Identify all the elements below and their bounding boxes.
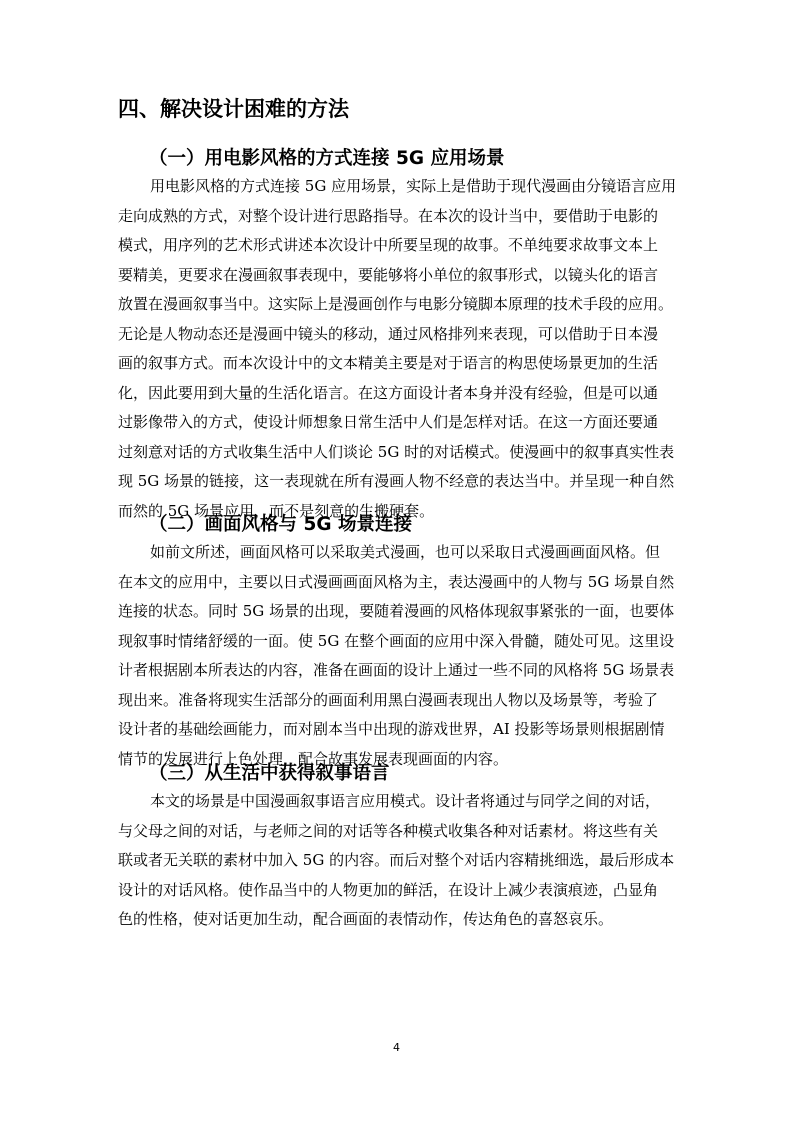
paragraph-line: 在本文的应用中，主要以日式漫画画面风格为主，表达漫画中的人物与 5G 场景自然 (118, 572, 675, 591)
subsection-paragraph-1 (118, 172, 686, 526)
paragraph-line: 过影像带入的方式，使设计师想象日常生活中人们是怎样对话。在这一方面还要通 (118, 413, 659, 431)
subsection-heading-2: （二）画面风格与 5G 场景连接 (149, 514, 412, 535)
paragraph-line: 现 5G 场景的链接，这一表现就在所有漫画人物不经意的表达当中。并呈现一种自然 (118, 472, 675, 490)
paragraph-line: 化，因此要用到大量的生活化语言。在这方面设计者本身并没有经验，但是可以通 (118, 383, 659, 402)
paragraph-line: 画的叙事方式。而本次设计中的文本精美主要是对于语言的构思使场景更加的生活 (118, 354, 659, 372)
paragraph-line: 设计的对话风格。使作品当中的人物更加的鲜活，在设计上减少表演痕迹，凸显角 (118, 880, 659, 899)
paragraph-line: 色的性格，使对话更加生动，配合画面的表情动作，传达角色的喜怒哀乐。 (118, 910, 614, 928)
paragraph-line: 如前文所述，画面风格可以采取美式漫画，也可以采取日式漫画画面风格。但 (150, 543, 661, 561)
paragraph-line: 现出来。准备将现实生活部分的画面利用黑白漫画表现出人物以及场景等，考验了 (118, 690, 659, 709)
paragraph-line: 联或者无关联的素材中加入 5G 的内容。而后对整个对话内容精挑细选，最后形成本 (118, 851, 675, 869)
paragraph-line: 设计者的基础绘画能力，而对剧本当中出现的游戏世界，AI 投影等场景则根据剧情 (118, 720, 665, 738)
paragraph-line: 本文的场景是中国漫画叙事语言应用模式。设计者将通过与同学之间的对话， (150, 792, 661, 810)
paragraph-line: 过刻意对话的方式收集生活中人们谈论 5G 时的对话模式。使漫画中的叙事真实性表 (118, 442, 675, 461)
paragraph-line: 而然的 5G 场景应用，而不是刻意的生搬硬套。 (118, 501, 435, 520)
paragraph-line: 与父母之间的对话，与老师之间的对话等各种模式收集各种对话素材。将这些有关 (118, 821, 659, 840)
paragraph-line: 要精美，更要求在漫画叙事表现中，要能够将小单位的叙事形式，以镜头化的语言 (118, 265, 659, 284)
paragraph-line: 连接的状态。同时 5G 场景的出现，要随着漫画的风格体现叙事紧张的一面，也要体 (118, 602, 675, 620)
subsection-paragraph-2 (118, 538, 686, 774)
paragraph-line: 情节的发展进行上色处理，配合故事发展表现画面的内容。 (118, 749, 509, 768)
paragraph-line: 走向成熟的方式，对整个设计进行思路指导。在本次的设计当中，要借助于电影的 (118, 206, 659, 225)
page-number: 4 (393, 1041, 400, 1054)
subsection-paragraph-3 (118, 787, 686, 935)
section-title: 四、解决设计困难的方法 (118, 97, 349, 121)
paragraph-line: 无论是人物动态还是漫画中镜头的移动，通过风格排列来表现，可以借助于日本漫 (118, 324, 659, 343)
subsection-heading-1: （一）用电影风格的方式连接 5G 应用场景 (149, 148, 505, 169)
paragraph-line: 模式，用序列的艺术形式讲述本次设计中所要呈现的故事。不单纯要求故事文本上 (118, 236, 659, 254)
paragraph-line: 用电影风格的方式连接 5G 应用场景，实际上是借助于现代漫画由分镜语言应用 (150, 177, 677, 195)
paragraph-line: 现叙事时情绪舒缓的一面。使 5G 在整个画面的应用中深入骨髓，随处可见。这里设 (118, 631, 675, 650)
paragraph-line: 计者根据剧本所表达的内容，准备在画面的设计上通过一些不同的风格将 5G 场景表 (118, 661, 675, 679)
subsection-heading-3: （三）从生活中获得叙事语言 (149, 763, 390, 784)
paragraph-line: 放置在漫画叙事当中。这实际上是漫画创作与电影分镜脚本原理的技术手段的应用。 (118, 295, 674, 313)
